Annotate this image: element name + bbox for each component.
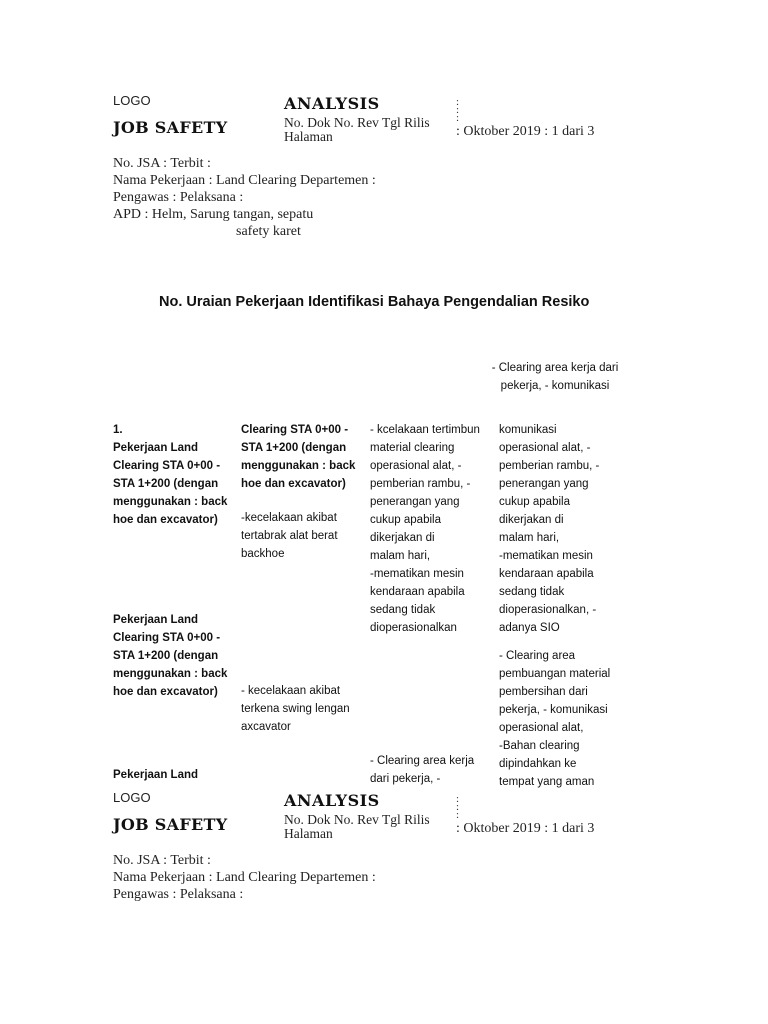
job-description-1: 1. Pekerjaan Land Clearing STA 0+00 - STA 1+200 (dengan menggunakan : back hoe dan excavator): [113, 424, 228, 526]
info-job-name-line: Nama Pekerjaan : Land Clearing Departemen :: [113, 173, 376, 188]
logo-placeholder: LOGO: [113, 93, 151, 108]
meta-colons: : : :: [456, 793, 460, 821]
document-meta-labels: No. Dok No. Rev Tgl Rilis Halaman: [284, 115, 430, 144]
hazard-control-2: - Clearing area kerja dari pekerja, -: [370, 755, 475, 785]
info-ppe-continued: safety karet: [236, 224, 301, 239]
info-jsa-line: No. JSA : Terbit :: [113, 853, 211, 868]
hazard-1: -kecelakaan akibat tertabrak alat berat backhoe: [241, 512, 338, 560]
document-meta-labels: No. Dok No. Rev Tgl Rilis Halaman: [284, 812, 430, 841]
info-supervisor-line: Pengawas : Pelaksana :: [113, 887, 244, 902]
job-step-1: Clearing STA 0+00 - STA 1+200 (dengan menggunakan : back hoe dan excavator): [241, 424, 356, 490]
info-jsa-line: No. JSA : Terbit :: [113, 156, 211, 171]
info-ppe-line: APD : Helm, Sarung tangan, sepatu: [113, 207, 314, 222]
document-title-job-safety: JOB SAFETY: [113, 118, 228, 137]
document-title-analysis: ANALYSIS: [284, 94, 380, 113]
table-header: No. Uraian Pekerjaan Identifikasi Bahaya Pengendalian Resiko: [159, 294, 590, 310]
release-date-page: : Oktober 2019 : 1 dari 3: [456, 124, 595, 139]
info-job-name-line: Nama Pekerjaan : Land Clearing Departemen :: [113, 870, 376, 885]
release-date-page: : Oktober 2019 : 1 dari 3: [456, 821, 595, 836]
risk-control-2: - Clearing area pembuangan material pembersihan dari pekerja, - komunikasi operasional alat, -Bahan clearing dipindahkan ke tempat yang aman: [499, 650, 611, 788]
document-title-job-safety: JOB SAFETY: [113, 815, 228, 834]
risk-control-1: komunikasi operasional alat, - pemberian rambu, - penerangan yang cukup apabila dikerjakan di malam hari, -mematikan mesin kendaraan apabila sedang tidak dioperasionalkan, - adanya SIO: [499, 424, 600, 634]
document-title-analysis: ANALYSIS: [284, 791, 380, 810]
logo-placeholder: LOGO: [113, 790, 151, 805]
hazard-control-1: - kcelakaan tertimbun material clearing operasional alat, - pemberian rambu, - penerangan yang cukup apabila dikerjakan di malam hari, -mematikan mesin kendaraan apabila sedang tidak dioperasionalkan: [370, 424, 480, 634]
job-description-3: Pekerjaan Land: [113, 769, 199, 781]
hazard-2: - kecelakaan akibat terkena swing lengan axcavator: [241, 685, 350, 733]
info-supervisor-line: Pengawas : Pelaksana :: [113, 190, 244, 205]
control-note-top: - Clearing area kerja dari pekerja, - komunikasi: [491, 362, 619, 392]
meta-colons: : : :: [456, 96, 460, 124]
job-description-2: Pekerjaan Land Clearing STA 0+00 - STA 1+200 (dengan menggunakan : back hoe dan excavator): [113, 614, 228, 698]
